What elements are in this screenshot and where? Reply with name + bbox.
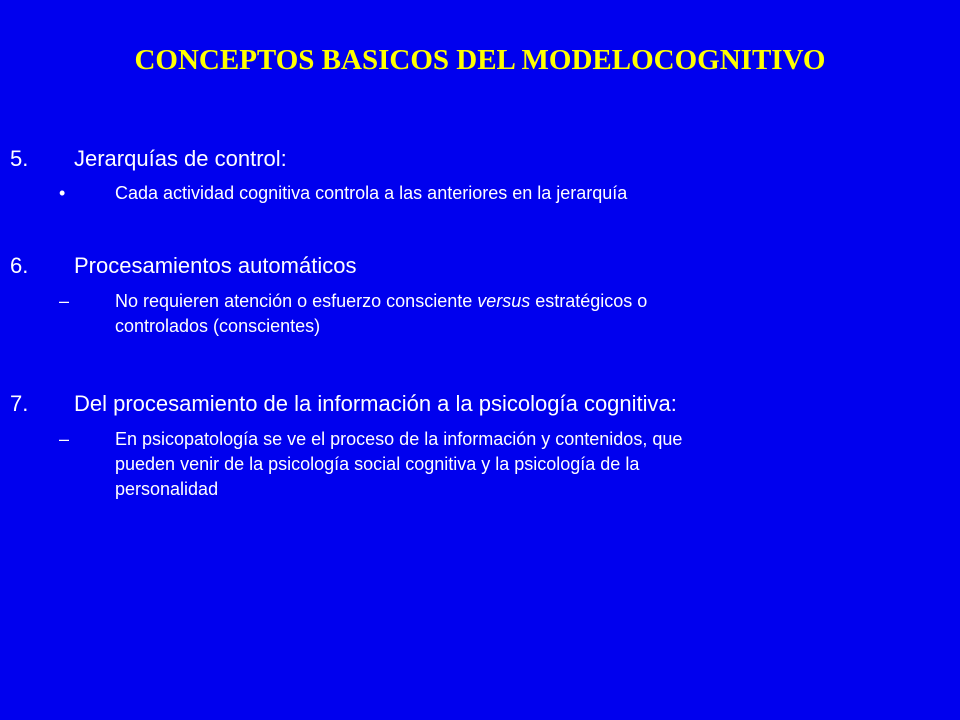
- sub-text-post: estratégicos o: [530, 291, 648, 311]
- item-number: 5.: [10, 146, 29, 171]
- sub-item-text: [115, 427, 835, 502]
- sub-item-line: Cada actividad cognitiva controla a las anteriores en la jerarquía: [115, 183, 628, 203]
- dash-marker: –: [59, 291, 70, 311]
- item-heading: Jerarquías de control:: [74, 146, 287, 171]
- sub-text-pre: No requieren atención o esfuerzo consciente: [115, 291, 478, 311]
- sub-item-line: [115, 289, 835, 314]
- bullet-marker: •: [59, 183, 66, 203]
- sub-item-line: controlados (conscientes): [115, 316, 321, 336]
- item-number: 6.: [10, 253, 29, 278]
- sub-text-emphasis: versus: [477, 291, 531, 311]
- dash-marker: –: [59, 429, 70, 449]
- item-heading: Procesamientos automáticos: [74, 253, 357, 278]
- sub-item-line: personalidad: [115, 479, 219, 499]
- sub-item-line: pueden venir de la psicología social cognitiva y la psicología de la: [115, 454, 640, 474]
- sub-item-text: [115, 289, 835, 339]
- sub-item-text: [115, 181, 835, 206]
- sub-item-line: En psicopatología se ve el proceso de la información y contenidos, que: [115, 429, 683, 449]
- slide-title: CONCEPTOS BASICOS DEL MODELOCOGNITIVO: [134, 44, 826, 76]
- item-number: 7.: [10, 391, 29, 416]
- item-heading: Del procesamiento de la información a la psicología cognitiva:: [74, 391, 677, 416]
